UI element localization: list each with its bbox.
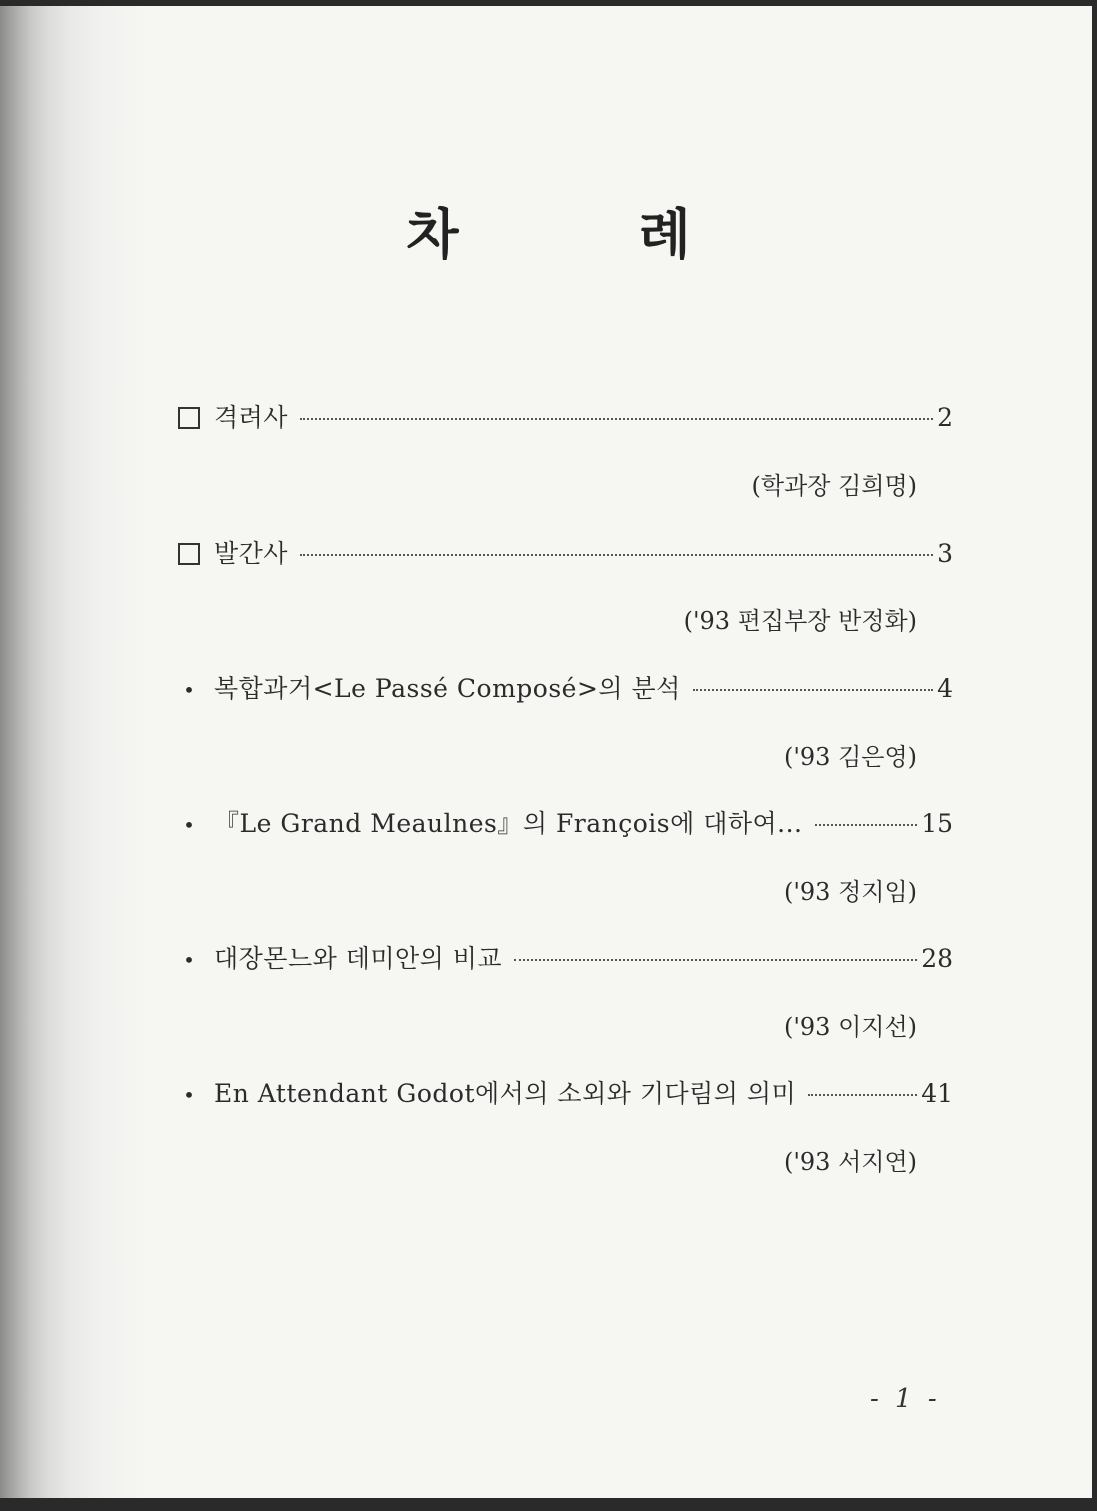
toc-entry [178,939,953,975]
page-title [0,192,1092,269]
toc-entry [178,1074,953,1110]
toc-entry-page: 41 [921,1079,953,1108]
document-page [0,6,1092,1498]
dot-leader [693,689,933,691]
toc-entry-title: En Attendant Godot에서의 소외와 기다림의 의미 [214,1079,797,1108]
bullet-icon: • [183,1083,195,1107]
toc-entry-page: 28 [921,944,953,973]
bullet-icon: • [183,948,195,972]
dot-leader [808,1094,917,1096]
checkbox-square-icon [178,403,200,432]
dot-leader [300,418,933,420]
toc-entry-title: 『Le Grand Meaulnes』의 François에 대하여... [214,809,803,838]
toc-entry [178,669,953,705]
dot-leader [815,824,918,826]
bullet-icon: • [183,678,195,702]
toc-entry-author: ('93 이지선) [783,1013,917,1041]
toc-entry-page: 4 [937,674,953,703]
toc-entry-title: 복합과거<Le Passé Composé>의 분석 [214,674,681,703]
toc-entry-author: (학과장 김희명) [751,472,917,500]
toc-entry-title: 대장몬느와 데미안의 비교 [214,944,503,973]
toc-entry-author: ('93 편집부장 반정화) [683,607,917,635]
bullet-icon: • [183,813,195,837]
toc-entry-page: 2 [937,403,953,432]
dot-leader [514,959,917,961]
toc-entry-title: 발간사 [214,539,288,568]
toc-entry [178,534,953,570]
toc-entry-page: 15 [921,809,953,838]
toc-entry [178,398,953,434]
toc-entry-author: ('93 정지임) [783,878,917,906]
toc-entry [178,804,953,840]
toc-entry-title: 격려사 [214,403,288,432]
toc-entry-page: 3 [937,539,953,568]
toc-entry-author: ('93 서지연) [783,1148,917,1176]
toc-entry-author: ('93 김은영) [783,743,917,771]
page-number: - 1 - [870,1384,941,1414]
checkbox-square-icon [178,539,200,568]
page-title-right: 례 [638,203,691,266]
page-title-left: 차 [406,203,459,266]
dot-leader [300,554,933,556]
